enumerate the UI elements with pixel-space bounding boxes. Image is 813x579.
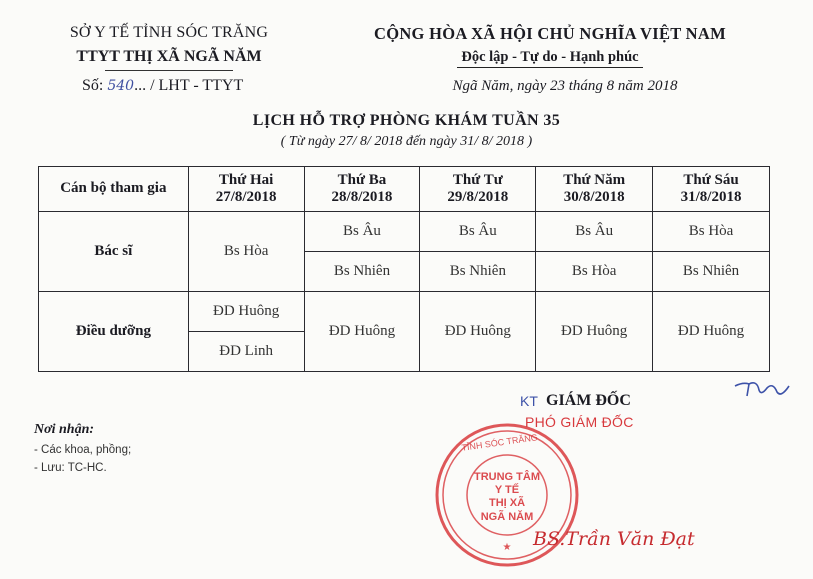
header-day-tue: [304, 167, 420, 212]
cell-nurse-mon-2: ĐD Linh: [188, 332, 304, 372]
day-name: Thứ Năm: [563, 171, 626, 188]
cell-nurse-thu: ĐD Huông: [536, 292, 653, 372]
schedule-table: [38, 166, 770, 372]
issuer-block: [40, 24, 298, 95]
document-subtitle: ( Từ ngày 27/ 8/ 2018 đến ngày 31/ 8/ 2018 ): [280, 134, 533, 149]
cell-doctor-tue-2: Bs Nhiên: [304, 252, 420, 292]
document-number-suffix: ... / LHT - TTYT: [134, 77, 244, 94]
cell-nurse-tue: ĐD Huông: [304, 292, 420, 372]
svg-text:Y TẾ: Y TẾ: [494, 484, 520, 496]
table-row-doctor-1: [39, 212, 770, 252]
role-doctor: Bác sĩ: [39, 212, 189, 292]
recipients-block: [34, 422, 131, 474]
cell-nurse-fri: ĐD Huông: [653, 292, 770, 372]
kt-prefix: KT: [520, 393, 538, 409]
recipients-title: Nơi nhận:: [34, 422, 95, 437]
day-name: Thứ Sáu: [683, 171, 739, 188]
cell-doctor-mon: Bs Hòa: [188, 212, 304, 292]
svg-text:THỊ XÃ: THỊ XÃ: [488, 497, 526, 509]
place-date: Ngã Năm, ngày 23 tháng 8 năm 2018: [452, 78, 678, 94]
day-name: Thứ Hai: [218, 171, 274, 188]
role-nurse: Điều dưỡng: [39, 292, 189, 372]
header-day-mon: [188, 167, 304, 212]
day-date: 27/8/2018: [215, 189, 277, 205]
header-day-wed: [420, 167, 536, 212]
cell-doctor-fri-2: Bs Nhiên: [653, 252, 770, 292]
svg-text:★: ★: [502, 542, 512, 553]
day-date: 29/8/2018: [447, 189, 509, 205]
document-number-label: Số:: [82, 77, 104, 94]
deputy-director-title: PHÓ GIÁM ĐỐC: [525, 414, 634, 430]
issuer-center: TTYT THỊ XÃ NGÃ NĂM: [76, 48, 262, 65]
issuer-department: SỞ Y TẾ TỈNH SÓC TRĂNG: [69, 24, 269, 41]
day-date: 31/8/2018: [680, 189, 742, 205]
table-header-row: [39, 167, 770, 212]
nation-title: CỘNG HÒA XÃ HỘI CHỦ NGHĨA VIỆT NAM: [373, 24, 726, 43]
cell-doctor-thu-2: Bs Hòa: [536, 252, 653, 292]
svg-text:NGÃ NĂM: NGÃ NĂM: [480, 511, 534, 523]
cell-doctor-wed-2: Bs Nhiên: [420, 252, 536, 292]
svg-text:TRUNG TÂM: TRUNG TÂM: [474, 471, 540, 483]
document-title: LỊCH HỖ TRỢ PHÒNG KHÁM TUẦN 35: [252, 112, 561, 129]
document-number: [40, 77, 298, 95]
table-row-nurse-1: [39, 292, 770, 332]
header-day-thu: [536, 167, 653, 212]
header-day-fri: [653, 167, 770, 212]
national-header: [315, 24, 785, 95]
cell-doctor-wed-1: Bs Âu: [420, 212, 536, 252]
document-number-value: 540: [107, 78, 135, 94]
director-title: GIÁM ĐỐC: [546, 392, 631, 409]
handwritten-initial: [733, 374, 793, 400]
cell-nurse-wed: ĐD Huông: [420, 292, 536, 372]
cell-doctor-thu-1: Bs Âu: [536, 212, 653, 252]
cell-doctor-fri-1: Bs Hòa: [653, 212, 770, 252]
recipient-item: - Lưu: TC-HC.: [34, 462, 107, 474]
day-date: 30/8/2018: [563, 189, 625, 205]
day-name: Thứ Tư: [452, 171, 503, 188]
signer-name: BS.Trần Văn Đạt: [533, 528, 695, 550]
issuer-underline: [105, 70, 233, 71]
day-name: Thứ Ba: [337, 171, 387, 188]
recipient-item: - Các khoa, phồng;: [34, 444, 132, 456]
svg-text:TỈNH SÓC TRĂNG: TỈNH SÓC TRĂNG: [460, 432, 539, 453]
cell-doctor-tue-1: Bs Âu: [304, 212, 420, 252]
cell-nurse-mon-1: ĐD Huông: [188, 292, 304, 332]
day-date: 28/8/2018: [331, 189, 393, 205]
header-corner: Cán bộ tham gia: [39, 167, 189, 212]
national-motto: Độc lập - Tự do - Hạnh phúc: [457, 49, 642, 68]
